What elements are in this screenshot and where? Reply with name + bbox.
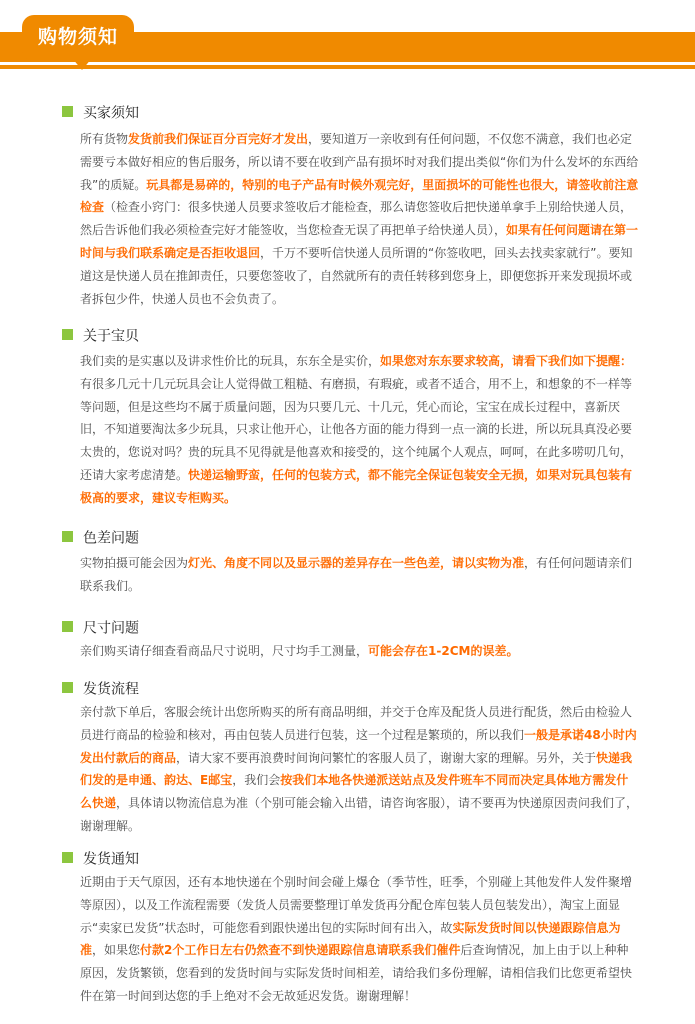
body-text: 所有货物 [80, 132, 129, 146]
body-text: ，要知道万一亲收到有任何问题，不仅您不满意，我们也必定需要亏本做好相应的售后服务，所以请不要在收到产品有损坏时对我们提出类似“你们为什么发坏的东西给我”的质疑。 [80, 132, 639, 192]
body-text: 近期由于天气原因，还有本地快递在个别时间会碰上爆仓（季节性，旺季，个别碰上其他发件人发件聚增等原因），以及工作流程需要（发货人员需要整理订单发货再分配仓库包装人员包装发出），淘宝上面显示“卖家已发货”状态时，可能您看到跟快递出包的实际时间有出入，故 [80, 875, 633, 935]
section-title: 发货流程 [83, 681, 139, 698]
body-text: 后查询情况，加上由于以上种种原因，发货繁锁，您看到的发货时间与实际发货时间相差，请给我们多份理解，请相信我们比您更希望快件在第一时间到达您的手上绝对不会无故延迟发货。谢谢理解！ [80, 943, 633, 1003]
bullet-square-icon [62, 621, 73, 632]
section-heading [62, 325, 139, 345]
page-title: 购物须知 [37, 26, 118, 48]
header-underline [0, 65, 695, 69]
bullet-square-icon [62, 329, 73, 340]
section-body [80, 701, 640, 838]
highlighted-text: 玩具都是易碎的，特别的电子产品有时候外观完好，里面损坏的可能性也很大，请签收前注意检查 [80, 177, 639, 215]
section-title: 关于宝贝 [83, 328, 139, 345]
body-text: 有很多几元十几元玩具会让人觉得做工粗糙、有磨损，有瑕疵，或者不适合，用不上，和想象的不一样等等问题，但是这些均不属于质量问题，因为只要几元、十几元，凭心而论，宝宝在成长过程中，喜新厌旧，不知道要淘汰多少玩具，只求让他开心，让他各方面的能力得到一点一滴的长进，所以玩具真没必要太贵的，您说对吗？贵的玩具不见得就是他喜欢和接受的，这个纯属个人观点，呵呵，在此多唠叨几句，还请大家考虑清楚。 [80, 376, 633, 482]
body-text: 实物拍摄可能会因为 [80, 556, 189, 570]
section-heading [62, 527, 139, 547]
highlighted-text: 如果您对东东要求较高，请看下我们如下提醒： [380, 354, 633, 368]
body-text: ，有任何问题请亲们联系我们。 [80, 556, 633, 593]
section-title: 买家须知 [83, 105, 139, 122]
section-body [80, 552, 640, 598]
section-body [80, 640, 640, 663]
body-text: ，千万不要听信快递人员所谓的“你签收吧，回头去找卖家就行”。要知道这是快递人员在推卸责任，只要您签收了，自然就所有的责任转移到您身上，即便您拆开来发现损坏或者拆包少件，快递人员也不会负责了。 [80, 245, 633, 306]
section-heading [62, 617, 139, 637]
body-text: ，请大家不要再浪费时间询问繁忙的客服人员了，谢谢大家的理解。另外，关于 [176, 750, 597, 765]
section-title: 尺寸问题 [83, 620, 139, 637]
highlighted-text: 快递我们发的是申通、韵达、E邮宝 [80, 750, 633, 788]
section-heading [62, 848, 139, 868]
bullet-square-icon [62, 852, 73, 863]
highlighted-text: 可能会存在1-2CM的误差。 [368, 644, 519, 658]
highlighted-text: 按我们本地各快递派送站点及发件班车不同而决定具体地方需发什么快递 [80, 773, 629, 811]
highlighted-text: 灯光、角度不同以及显示器的差异存在一些色差，请以实物为准 [188, 556, 525, 570]
bullet-square-icon [62, 106, 73, 117]
section-body [80, 871, 640, 1008]
body-text: ，具体请以物流信息为准（个别可能会输入出错，请咨询客服），请不要再为快递原因责问我们了，谢谢理解。 [80, 796, 639, 833]
highlighted-text: 实际发货时间以快递跟踪信息为准 [80, 920, 621, 958]
bullet-square-icon [62, 682, 73, 693]
body-text: 我们卖的是实惠以及讲求性价比的玩具，东东全是实价， [80, 354, 381, 368]
section-body [80, 350, 640, 510]
highlighted-text: 付款2个工作日左右仍然查不到快递跟踪信息请联系我们催件 [140, 943, 461, 958]
section-title: 色差问题 [83, 530, 139, 547]
bullet-square-icon [62, 531, 73, 542]
body-text: 亲们购买请仔细查看商品尺寸说明，尺寸均手工测量， [80, 644, 369, 658]
body-text: ，如果您 [92, 943, 141, 958]
highlighted-text: 快递运输野蛮，任何的包装方式，都不能完全保证包装安全无损，如果对玩具包装有极高的要求，建议专柜购买。 [80, 467, 633, 505]
section-heading [62, 678, 139, 698]
highlighted-text: 如果有任何问题请在第一时间与我们联系确定是否拒收退回 [80, 223, 639, 260]
section-heading [62, 102, 139, 122]
header-tab-pointer [72, 58, 92, 70]
body-text: （检查小窍门：很多快递人员要求签收后才能检查，那么请您签收后把快递单拿手上别给快递人员，然后告诉他们我必须检查完好才能签收，当您检查无误了再把单子给快递人员）， [80, 200, 633, 238]
body-text: ，我们会 [232, 773, 281, 788]
highlighted-text: 一般是承诺48小时内发出付款后的商品 [80, 727, 637, 765]
highlighted-text: 发货前我们保证百分百完好才发出 [128, 132, 309, 146]
section-title: 发货通知 [83, 851, 139, 868]
section-body [80, 128, 640, 310]
body-text: 亲付款下单后，客服会统计出您所购买的所有商品明细，并交于仓库及配货人员进行配货，然后由检验人员进行商品的检验和核对，再由包装人员进行包装，这一个过程是繁琐的，所以我们 [80, 705, 633, 742]
